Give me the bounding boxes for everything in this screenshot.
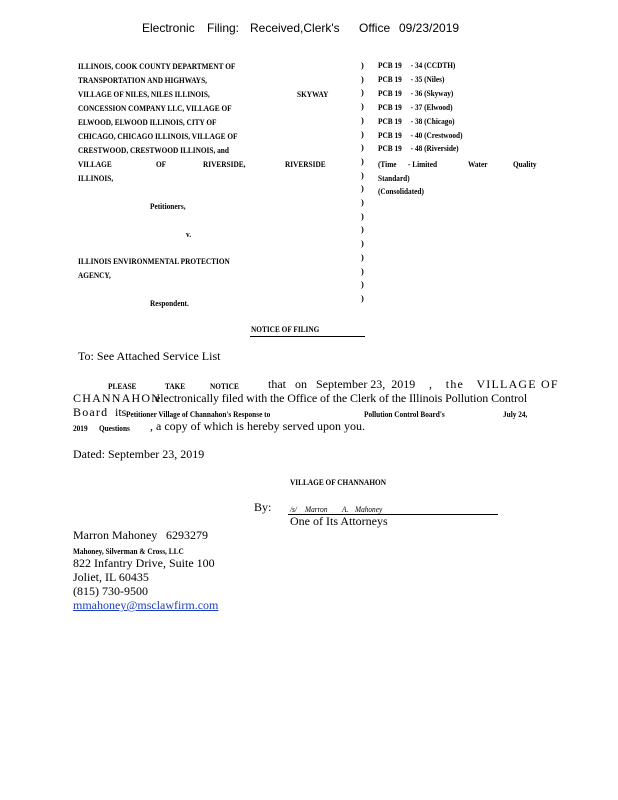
case-row — [378, 73, 463, 87]
caption-of-word: OF — [156, 159, 167, 169]
para-july: July 24, — [503, 409, 528, 419]
case-number: - 37 (Elwood) — [410, 101, 453, 112]
notice-title-underline — [250, 336, 365, 337]
contact-street: 822 Infantry Drive, Suite 100 — [73, 556, 215, 570]
paren: ) — [361, 197, 364, 208]
paren: ) — [361, 155, 364, 166]
signature-last: Mahoney — [355, 504, 383, 514]
contact-email-link[interactable]: mmahoney@msclawfirm.com — [73, 598, 219, 612]
case-row — [378, 115, 463, 129]
caption-party-6: CHICAGO, CHICAGO ILLINOIS, VILLAGE OF — [78, 131, 238, 141]
time-limited-3: Water — [468, 159, 488, 169]
paren: ) — [361, 238, 364, 249]
signature-village: VILLAGE OF CHANNAHON — [290, 477, 386, 487]
case-prefix: PCB 19 — [378, 129, 402, 140]
caption-case-list — [378, 59, 463, 156]
header-date: 09/23/2019 — [399, 21, 460, 35]
case-row — [378, 129, 463, 143]
dated-line: Dated: September 23, 2019 — [73, 447, 205, 461]
caption-party-2: TRANSPORTATION AND HIGHWAYS, — [78, 75, 207, 85]
header-filing: Filing: — [207, 21, 240, 35]
case-prefix: PCB 19 — [378, 60, 402, 70]
para-line-3-rest: , a copy of which is hereby served upon you. — [150, 419, 365, 433]
header-electronic: Electronic — [142, 21, 195, 35]
contact-name: Marron Mahoney — [73, 528, 158, 542]
caption-party-5: ELWOOD, ELWOOD ILLINOIS, CITY OF — [78, 117, 217, 127]
signature-first: Marron — [305, 504, 328, 514]
case-number: - 38 (Chicago) — [410, 115, 455, 126]
case-number: - 40 (Crestwood) — [410, 129, 463, 140]
time-limited-2: - Limited — [408, 159, 438, 169]
contact-city: Joliet, IL 60435 — [73, 570, 149, 584]
paren: ) — [361, 142, 364, 153]
para-questions: Questions — [99, 423, 130, 433]
case-prefix: PCB 19 — [378, 143, 402, 154]
paren: ) — [361, 224, 364, 235]
caption-party-4: CONCESSION COMPANY LLC, VILLAGE OF — [78, 103, 232, 113]
case-number: - 36 (Skyway) — [410, 87, 454, 98]
case-number: - 35 (Niles) — [410, 73, 445, 84]
paren: ) — [361, 210, 364, 221]
para-petitioner-response: Petitioner Village of Channahon's Response to — [126, 409, 271, 419]
para-line-2: electronically filed with the Office of the Clerk of the Illinois Pollution Control — [155, 391, 528, 405]
paren: ) — [361, 251, 364, 262]
caption-party-1: ILLINOIS, COOK COUNTY DEPARTMENT OF — [78, 61, 236, 71]
caption-riverside-1: RIVERSIDE, — [203, 159, 246, 169]
to-line: To: See Attached Service List — [78, 349, 221, 363]
consolidated-label: (Consolidated) — [378, 186, 424, 196]
case-row — [378, 59, 463, 73]
case-prefix: PCB 19 — [378, 101, 402, 112]
case-number: - 34 (CCDTH) — [410, 60, 456, 70]
signature-s-mark: /s/ — [290, 504, 297, 514]
signature-by: By: — [254, 500, 272, 514]
header-office: Office — [359, 21, 391, 35]
caption-respondent-line-1: ILLINOIS ENVIRONMENTAL PROTECTION — [78, 256, 230, 266]
case-row — [378, 142, 463, 156]
paren: ) — [361, 101, 364, 112]
para-year: 2019 — [73, 423, 88, 433]
caption-respondent-line-2: AGENCY, — [78, 270, 111, 280]
time-limited-1: (Time — [378, 159, 397, 169]
paren: ) — [361, 265, 364, 276]
para-notice: NOTICE — [210, 381, 239, 391]
case-number: - 48 (Riverside) — [410, 143, 459, 154]
standard-label: Standard) — [378, 173, 410, 183]
contact-phone: (815) 730-9500 — [73, 584, 148, 598]
para-pcb-board: Pollution Control Board's — [364, 409, 445, 419]
signature-initial: A. — [342, 504, 349, 514]
para-that-on: that on September 23, 2019 — [268, 377, 416, 391]
para-take: TAKE — [165, 381, 186, 391]
contact-firm: Mahoney, Silverman & Cross, LLC — [73, 546, 184, 556]
paren: ) — [361, 114, 364, 125]
caption-party-3: VILLAGE OF NILES, NILES ILLINOIS, — [78, 89, 210, 99]
caption-paren-column — [361, 59, 364, 306]
caption-party-7: CRESTWOOD, CRESTWOOD ILLINOIS, and — [78, 145, 229, 155]
paren: ) — [361, 73, 364, 84]
paren: ) — [361, 128, 364, 139]
case-prefix: PCB 19 — [378, 115, 402, 126]
case-row — [378, 101, 463, 115]
case-prefix: PCB 19 — [378, 87, 402, 98]
caption-versus: v. — [186, 229, 192, 239]
caption-village-word: VILLAGE — [78, 159, 112, 169]
paren: ) — [361, 183, 364, 194]
header-received: Received,Clerk's — [250, 21, 340, 35]
para-its: its — [115, 405, 127, 419]
paren: ) — [361, 292, 364, 303]
paren: ) — [361, 87, 364, 98]
caption-skyway: SKYWAY — [297, 89, 329, 99]
contact-id: 6293279 — [166, 528, 208, 542]
caption-illinois: ILLINOIS, — [78, 173, 114, 183]
paren: ) — [361, 60, 364, 70]
para-channahon: CHANNAHON — [73, 391, 162, 405]
caption-riverside-2: RIVERSIDE — [285, 159, 326, 169]
caption-petitioners: Petitioners, — [150, 201, 186, 211]
time-limited-4: Quality — [513, 159, 537, 169]
paren: ) — [361, 169, 364, 180]
signature-attorneys: One of Its Attorneys — [290, 514, 388, 528]
para-please: PLEASE — [108, 381, 137, 391]
paren: ) — [361, 279, 364, 290]
para-the-village: , the VILLAGE OF — [429, 377, 559, 391]
para-board: Board — [73, 405, 109, 419]
notice-title: NOTICE OF FILING — [251, 324, 320, 334]
caption-respondent: Respondent. — [150, 298, 189, 308]
case-prefix: PCB 19 — [378, 73, 402, 84]
case-row — [378, 87, 463, 101]
